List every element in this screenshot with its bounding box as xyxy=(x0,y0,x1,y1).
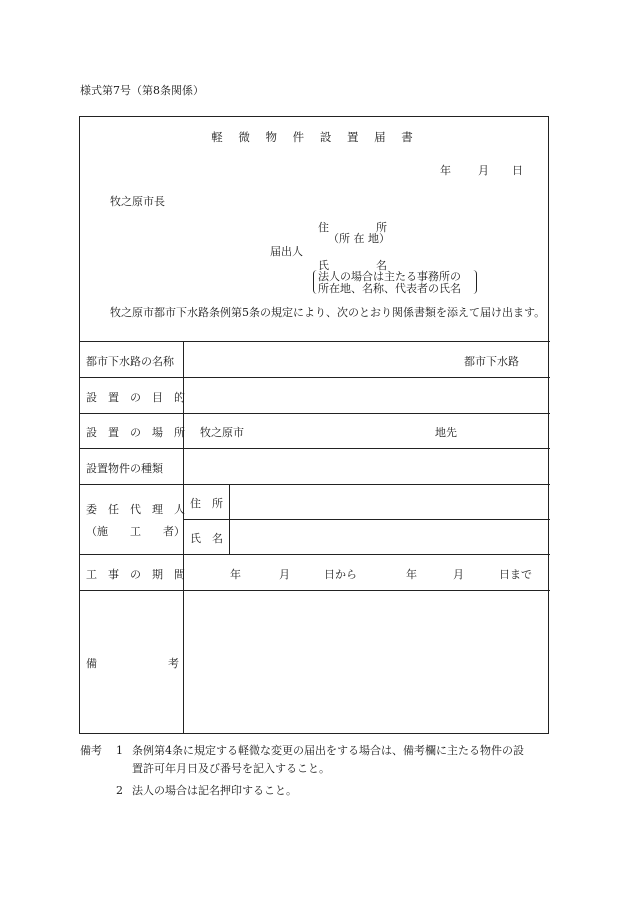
footnote-2-number: 2 xyxy=(116,784,123,797)
statement-text: 牧之原市都市下水路条例第5条の規定により、次のとおり関係書類を添えて届け出ます。 xyxy=(110,306,546,319)
remarks-label-a: 備 xyxy=(86,657,97,670)
name-label-b: 名 xyxy=(376,259,387,272)
place-label: 設 置 の 場 所 xyxy=(86,426,185,439)
location-label: （所 在 地） xyxy=(328,232,390,245)
address-label-b: 所 xyxy=(376,221,387,234)
name-label-a: 氏 xyxy=(318,259,329,272)
row-divider xyxy=(80,554,550,555)
corporate-note-line2: 所在地、名称、代表者の氏名 xyxy=(318,282,461,295)
filer-label: 届出人 xyxy=(270,245,303,258)
agent-label-line2: （施 工 者） xyxy=(86,525,185,538)
agent-subcolumn-divider xyxy=(229,484,230,554)
period-to-year: 年 xyxy=(406,568,417,581)
footnote-1-number: 1 xyxy=(116,744,123,757)
application-form xyxy=(79,116,549,734)
corporate-note-line1: 法人の場合は主たる事務所の xyxy=(318,270,461,283)
form-number: 様式第7号（第8条関係） xyxy=(80,84,204,97)
period-to-suffix: 日まで xyxy=(499,568,532,581)
row-divider xyxy=(80,484,550,485)
date-month-label: 月 xyxy=(478,164,489,177)
agent-label-line1: 委 任 代 理 人 xyxy=(86,503,185,516)
date-year-label: 年 xyxy=(440,164,451,177)
row-divider xyxy=(184,519,550,520)
addressee: 牧之原市長 xyxy=(110,195,165,208)
row-divider xyxy=(80,413,550,414)
address-label-a: 住 xyxy=(318,221,329,234)
footnote-2-text: 法人の場合は記名押印すること。 xyxy=(132,784,297,797)
footnotes xyxy=(80,742,550,800)
row-divider xyxy=(80,341,550,342)
agent-address-label: 住 所 xyxy=(190,497,223,510)
footnote-1-line1: 条例第4条に規定する軽微な変更の届出をする場合は、備考欄に主たる物件の設 xyxy=(132,744,524,757)
period-label: 工 事 の 期 間 xyxy=(86,568,185,581)
purpose-label: 設 置 の 目 的 xyxy=(86,391,185,404)
sewer-name-label: 都市下水路の名称 xyxy=(86,355,174,368)
date-day-label: 日 xyxy=(512,164,523,177)
form-title: 軽 微 物 件 設 置 届 書 xyxy=(211,130,419,144)
sewer-name-value: 都市下水路 xyxy=(464,355,519,368)
agent-name-label: 氏 名 xyxy=(190,532,223,545)
object-type-label: 設置物件の種類 xyxy=(86,462,163,475)
period-from-suffix: 日から xyxy=(324,568,357,581)
remarks-label-b: 考 xyxy=(168,657,179,670)
footnote-1-line2: 置許可年月日及び番号を記入すること。 xyxy=(132,762,330,775)
place-prefix: 牧之原市 xyxy=(200,426,244,439)
row-divider xyxy=(80,448,550,449)
row-divider xyxy=(80,377,550,378)
place-suffix: 地先 xyxy=(435,426,457,439)
period-to-month: 月 xyxy=(453,568,464,581)
period-from-month: 月 xyxy=(279,568,290,581)
period-from-year: 年 xyxy=(230,568,241,581)
footnotes-heading: 備考 xyxy=(80,744,102,757)
row-divider xyxy=(80,590,550,591)
